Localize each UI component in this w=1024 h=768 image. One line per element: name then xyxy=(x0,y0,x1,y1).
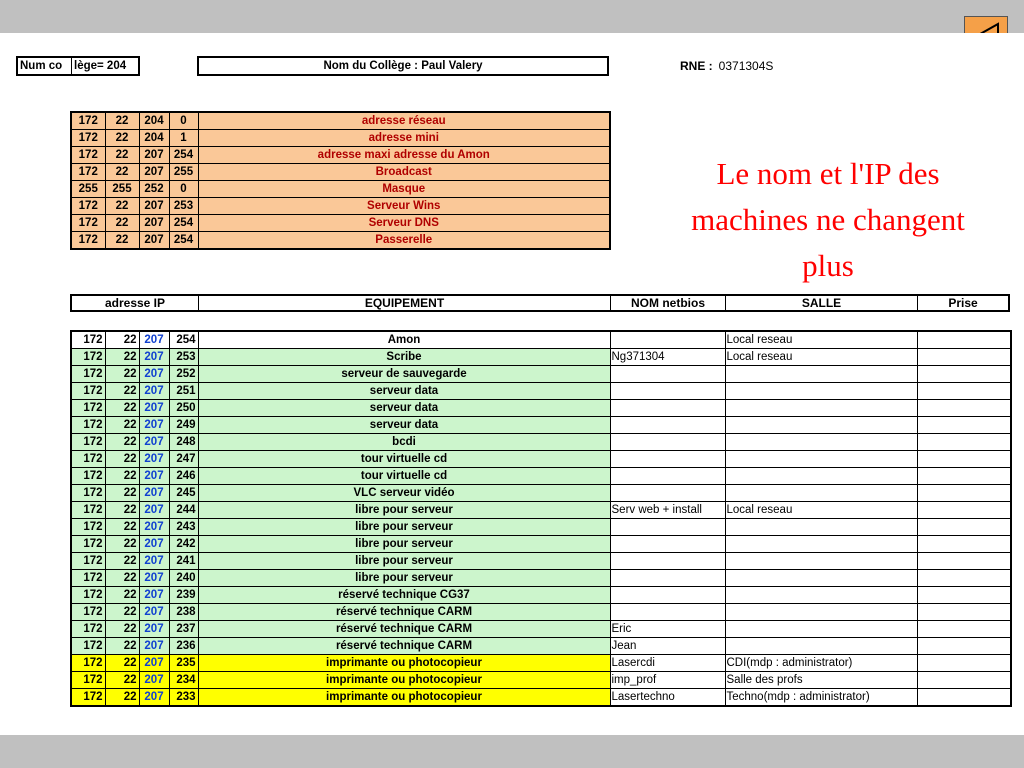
ip-octet-cell: 172 xyxy=(71,570,105,587)
ip-octet-cell: 250 xyxy=(169,400,198,417)
ip-octet-cell: 207 xyxy=(139,536,169,553)
ip-octet-cell: 243 xyxy=(169,519,198,536)
octet-cell: 207 xyxy=(139,215,169,232)
prise-cell xyxy=(917,417,1011,434)
rne-value: 0371304S xyxy=(718,59,774,73)
ip-octet-cell: 22 xyxy=(105,672,139,689)
salle-cell xyxy=(725,451,917,468)
ip-octet-cell: 235 xyxy=(169,655,198,672)
ip-octet-cell: 207 xyxy=(139,502,169,519)
prise-cell xyxy=(917,349,1011,366)
equipment-cell: libre pour serveur xyxy=(198,519,610,536)
salle-cell xyxy=(725,400,917,417)
column-header-salle: SALLE xyxy=(726,296,918,310)
octet-cell: 0 xyxy=(169,112,198,130)
ip-octet-cell: 22 xyxy=(105,604,139,621)
octet-cell: 172 xyxy=(71,198,105,215)
network-row xyxy=(71,147,610,164)
octet-cell: 207 xyxy=(139,198,169,215)
ip-octet-cell: 251 xyxy=(169,383,198,400)
octet-cell: 22 xyxy=(105,164,139,181)
ip-octet-cell: 172 xyxy=(71,366,105,383)
ip-octet-cell: 172 xyxy=(71,638,105,655)
equipment-cell: libre pour serveur xyxy=(198,536,610,553)
table-row xyxy=(71,434,1011,451)
netbios-cell: Lasertechno xyxy=(610,689,725,707)
octet-cell: 172 xyxy=(71,112,105,130)
ip-octet-cell: 22 xyxy=(105,587,139,604)
network-label: adresse mini xyxy=(198,130,610,147)
ip-octet-cell: 172 xyxy=(71,485,105,502)
ip-octet-cell: 22 xyxy=(105,553,139,570)
ip-octet-cell: 172 xyxy=(71,672,105,689)
netbios-cell xyxy=(610,553,725,570)
ip-octet-cell: 207 xyxy=(139,553,169,570)
ip-octet-cell: 207 xyxy=(139,604,169,621)
table-row xyxy=(71,519,1011,536)
salle-cell xyxy=(725,468,917,485)
ip-octet-cell: 22 xyxy=(105,331,139,349)
prise-cell xyxy=(917,655,1011,672)
table-row xyxy=(71,383,1011,400)
prise-cell xyxy=(917,331,1011,349)
equipment-cell: réservé technique CARM xyxy=(198,638,610,655)
ip-octet-cell: 207 xyxy=(139,587,169,604)
octet-cell: 0 xyxy=(169,181,198,198)
netbios-cell xyxy=(610,519,725,536)
prise-cell xyxy=(917,570,1011,587)
netbios-cell xyxy=(610,366,725,383)
network-row xyxy=(71,164,610,181)
prise-cell xyxy=(917,468,1011,485)
netbios-cell xyxy=(610,536,725,553)
equipment-cell: serveur de sauvegarde xyxy=(198,366,610,383)
equipment-cell: tour virtuelle cd xyxy=(198,451,610,468)
prise-cell xyxy=(917,672,1011,689)
octet-cell: 255 xyxy=(169,164,198,181)
netbios-cell xyxy=(610,417,725,434)
equipment-cell: imprimante ou photocopieur xyxy=(198,672,610,689)
salle-cell: Salle des profs xyxy=(725,672,917,689)
note-text: Le nom et l'IP des machines ne changent plus xyxy=(691,156,965,283)
octet-cell: 254 xyxy=(169,232,198,250)
prise-cell xyxy=(917,451,1011,468)
ip-octet-cell: 254 xyxy=(169,331,198,349)
ip-octet-cell: 247 xyxy=(169,451,198,468)
college-number-value: lège= 204 xyxy=(74,60,127,72)
equipment-cell: bcdi xyxy=(198,434,610,451)
ip-octet-cell: 172 xyxy=(71,468,105,485)
octet-cell: 207 xyxy=(139,147,169,164)
table-row xyxy=(71,604,1011,621)
equipment-cell: serveur data xyxy=(198,417,610,434)
octet-cell: 255 xyxy=(71,181,105,198)
prise-cell xyxy=(917,604,1011,621)
table-row xyxy=(71,485,1011,502)
octet-cell: 172 xyxy=(71,232,105,250)
prise-cell xyxy=(917,383,1011,400)
network-label: Passerelle xyxy=(198,232,610,250)
netbios-cell xyxy=(610,434,725,451)
ip-octet-cell: 172 xyxy=(71,502,105,519)
column-header-netbios: NOM netbios xyxy=(611,296,726,310)
network-label: Serveur Wins xyxy=(198,198,610,215)
ip-octet-cell: 22 xyxy=(105,383,139,400)
octet-cell: 22 xyxy=(105,232,139,250)
ip-octet-cell: 22 xyxy=(105,502,139,519)
octet-cell: 207 xyxy=(139,164,169,181)
ip-octet-cell: 22 xyxy=(105,400,139,417)
ip-octet-cell: 172 xyxy=(71,689,105,707)
table-row xyxy=(71,621,1011,638)
network-label: adresse réseau xyxy=(198,112,610,130)
prise-cell xyxy=(917,434,1011,451)
equipment-header xyxy=(70,294,1010,312)
salle-cell xyxy=(725,587,917,604)
salle-cell: Techno(mdp : administrator) xyxy=(725,689,917,707)
ip-octet-cell: 207 xyxy=(139,621,169,638)
ip-octet-cell: 172 xyxy=(71,519,105,536)
table-row xyxy=(71,536,1011,553)
column-header-ip: adresse IP xyxy=(72,296,199,310)
netbios-cell xyxy=(610,570,725,587)
octet-cell: 172 xyxy=(71,164,105,181)
ip-octet-cell: 249 xyxy=(169,417,198,434)
equipment-cell: tour virtuelle cd xyxy=(198,468,610,485)
ip-octet-cell: 22 xyxy=(105,689,139,707)
salle-cell: Local reseau xyxy=(725,331,917,349)
college-number-box xyxy=(16,56,140,76)
network-row xyxy=(71,181,610,198)
rne-field xyxy=(680,56,773,76)
ip-octet-cell: 207 xyxy=(139,655,169,672)
ip-octet-cell: 242 xyxy=(169,536,198,553)
ip-octet-cell: 172 xyxy=(71,655,105,672)
ip-octet-cell: 22 xyxy=(105,655,139,672)
ip-octet-cell: 207 xyxy=(139,638,169,655)
table-row xyxy=(71,502,1011,519)
table-row xyxy=(71,331,1011,349)
netbios-cell xyxy=(610,604,725,621)
column-header-prise: Prise xyxy=(948,296,978,310)
netbios-cell: Ng371304 xyxy=(610,349,725,366)
ip-octet-cell: 172 xyxy=(71,331,105,349)
ip-octet-cell: 252 xyxy=(169,366,198,383)
octet-cell: 253 xyxy=(169,198,198,215)
prise-cell xyxy=(917,519,1011,536)
prise-cell xyxy=(917,400,1011,417)
rne-label: RNE : xyxy=(680,59,713,73)
network-label: Masque xyxy=(198,181,610,198)
network-row xyxy=(71,232,610,250)
network-row xyxy=(71,112,610,130)
ip-octet-cell: 207 xyxy=(139,485,169,502)
salle-cell: CDI(mdp : administrator) xyxy=(725,655,917,672)
ip-octet-cell: 245 xyxy=(169,485,198,502)
ip-octet-cell: 207 xyxy=(139,468,169,485)
prise-cell xyxy=(917,536,1011,553)
salle-cell: Local reseau xyxy=(725,349,917,366)
prise-cell xyxy=(917,366,1011,383)
table-row xyxy=(71,689,1011,707)
octet-cell: 172 xyxy=(71,147,105,164)
netbios-cell xyxy=(610,451,725,468)
octet-cell: 204 xyxy=(139,130,169,147)
octet-cell: 22 xyxy=(105,112,139,130)
salle-cell xyxy=(725,536,917,553)
equipment-table xyxy=(70,330,1012,707)
ip-octet-cell: 207 xyxy=(139,383,169,400)
ip-octet-cell: 207 xyxy=(139,366,169,383)
netbios-cell: Lasercdi xyxy=(610,655,725,672)
ip-octet-cell: 172 xyxy=(71,604,105,621)
ip-octet-cell: 244 xyxy=(169,502,198,519)
salle-cell xyxy=(725,434,917,451)
octet-cell: 255 xyxy=(105,181,139,198)
octet-cell: 254 xyxy=(169,147,198,164)
table-row xyxy=(71,468,1011,485)
equipment-cell: réservé technique CARM xyxy=(198,604,610,621)
octet-cell: 254 xyxy=(169,215,198,232)
ip-octet-cell: 207 xyxy=(139,349,169,366)
prise-cell xyxy=(917,621,1011,638)
ip-octet-cell: 172 xyxy=(71,536,105,553)
ip-octet-cell: 207 xyxy=(139,417,169,434)
table-row xyxy=(71,570,1011,587)
equipment-cell: réservé technique CG37 xyxy=(198,587,610,604)
ip-octet-cell: 22 xyxy=(105,485,139,502)
ip-octet-cell: 22 xyxy=(105,451,139,468)
netbios-cell: Eric xyxy=(610,621,725,638)
netbios-cell xyxy=(610,587,725,604)
network-row xyxy=(71,215,610,232)
netbios-cell: Serv web + install xyxy=(610,502,725,519)
table-row xyxy=(71,349,1011,366)
salle-cell xyxy=(725,553,917,570)
netbios-cell xyxy=(610,383,725,400)
column-header-equipement: EQUIPEMENT xyxy=(199,296,611,310)
ip-octet-cell: 236 xyxy=(169,638,198,655)
ip-octet-cell: 253 xyxy=(169,349,198,366)
ip-octet-cell: 240 xyxy=(169,570,198,587)
ip-octet-cell: 241 xyxy=(169,553,198,570)
prise-cell xyxy=(917,553,1011,570)
equipment-cell: réservé technique CARM xyxy=(198,621,610,638)
ip-octet-cell: 172 xyxy=(71,587,105,604)
college-number-label: Num co xyxy=(18,58,72,74)
equipment-cell: libre pour serveur xyxy=(198,553,610,570)
ip-octet-cell: 22 xyxy=(105,366,139,383)
octet-cell: 172 xyxy=(71,215,105,232)
equipment-cell: imprimante ou photocopieur xyxy=(198,655,610,672)
ip-octet-cell: 22 xyxy=(105,417,139,434)
ip-octet-cell: 172 xyxy=(71,383,105,400)
salle-cell xyxy=(725,621,917,638)
prise-cell xyxy=(917,638,1011,655)
ip-octet-cell: 22 xyxy=(105,638,139,655)
ip-octet-cell: 207 xyxy=(139,451,169,468)
salle-cell xyxy=(725,485,917,502)
ip-octet-cell: 22 xyxy=(105,519,139,536)
equipment-cell: libre pour serveur xyxy=(198,502,610,519)
ip-octet-cell: 248 xyxy=(169,434,198,451)
octet-cell: 22 xyxy=(105,215,139,232)
ip-octet-cell: 233 xyxy=(169,689,198,707)
ip-octet-cell: 207 xyxy=(139,672,169,689)
ip-octet-cell: 22 xyxy=(105,434,139,451)
ip-octet-cell: 246 xyxy=(169,468,198,485)
ip-octet-cell: 234 xyxy=(169,672,198,689)
equipment-cell: Amon xyxy=(198,331,610,349)
salle-cell xyxy=(725,366,917,383)
table-row xyxy=(71,672,1011,689)
table-row xyxy=(71,638,1011,655)
table-row xyxy=(71,587,1011,604)
equipment-cell: libre pour serveur xyxy=(198,570,610,587)
table-row xyxy=(71,417,1011,434)
ip-octet-cell: 172 xyxy=(71,621,105,638)
salle-cell xyxy=(725,604,917,621)
prise-cell xyxy=(917,502,1011,519)
network-row xyxy=(71,198,610,215)
salle-cell xyxy=(725,519,917,536)
equipment-cell: Scribe xyxy=(198,349,610,366)
equipment-cell: imprimante ou photocopieur xyxy=(198,689,610,707)
octet-cell: 22 xyxy=(105,147,139,164)
salle-cell xyxy=(725,417,917,434)
table-row xyxy=(71,400,1011,417)
salle-cell xyxy=(725,638,917,655)
equipment-cell: VLC serveur vidéo xyxy=(198,485,610,502)
ip-octet-cell: 207 xyxy=(139,689,169,707)
table-row xyxy=(71,366,1011,383)
network-row xyxy=(71,130,610,147)
octet-cell: 207 xyxy=(139,232,169,250)
equipment-cell: serveur data xyxy=(198,400,610,417)
ip-octet-cell: 172 xyxy=(71,417,105,434)
equipment-cell: serveur data xyxy=(198,383,610,400)
network-label: adresse maxi adresse du Amon xyxy=(198,147,610,164)
prise-cell xyxy=(917,689,1011,707)
octet-cell: 252 xyxy=(139,181,169,198)
ip-octet-cell: 172 xyxy=(71,451,105,468)
netbios-cell xyxy=(610,468,725,485)
slide xyxy=(0,33,1024,735)
octet-cell: 172 xyxy=(71,130,105,147)
ip-octet-cell: 207 xyxy=(139,434,169,451)
salle-cell xyxy=(725,383,917,400)
ip-octet-cell: 238 xyxy=(169,604,198,621)
college-name-box: Nom du Collège : Paul Valery xyxy=(197,56,609,76)
ip-octet-cell: 172 xyxy=(71,434,105,451)
netbios-cell xyxy=(610,400,725,417)
ip-octet-cell: 207 xyxy=(139,400,169,417)
ip-octet-cell: 22 xyxy=(105,349,139,366)
ip-octet-cell: 22 xyxy=(105,536,139,553)
netbios-cell: imp_prof xyxy=(610,672,725,689)
ip-octet-cell: 172 xyxy=(71,349,105,366)
octet-cell: 22 xyxy=(105,198,139,215)
ip-octet-cell: 237 xyxy=(169,621,198,638)
octet-cell: 204 xyxy=(139,112,169,130)
salle-cell: Local reseau xyxy=(725,502,917,519)
network-label: Broadcast xyxy=(198,164,610,181)
ip-octet-cell: 207 xyxy=(139,570,169,587)
ip-octet-cell: 239 xyxy=(169,587,198,604)
ip-octet-cell: 172 xyxy=(71,400,105,417)
network-label: Serveur DNS xyxy=(198,215,610,232)
ip-octet-cell: 22 xyxy=(105,468,139,485)
ip-octet-cell: 207 xyxy=(139,331,169,349)
octet-cell: 1 xyxy=(169,130,198,147)
table-row xyxy=(71,451,1011,468)
octet-cell: 22 xyxy=(105,130,139,147)
ip-octet-cell: 22 xyxy=(105,570,139,587)
prise-cell xyxy=(917,485,1011,502)
netbios-cell xyxy=(610,331,725,349)
table-row xyxy=(71,655,1011,672)
prise-cell xyxy=(917,587,1011,604)
netbios-cell xyxy=(610,485,725,502)
network-table xyxy=(70,111,611,250)
netbios-cell: Jean xyxy=(610,638,725,655)
table-row xyxy=(71,553,1011,570)
ip-octet-cell: 22 xyxy=(105,621,139,638)
salle-cell xyxy=(725,570,917,587)
ip-octet-cell: 207 xyxy=(139,519,169,536)
ip-octet-cell: 172 xyxy=(71,553,105,570)
